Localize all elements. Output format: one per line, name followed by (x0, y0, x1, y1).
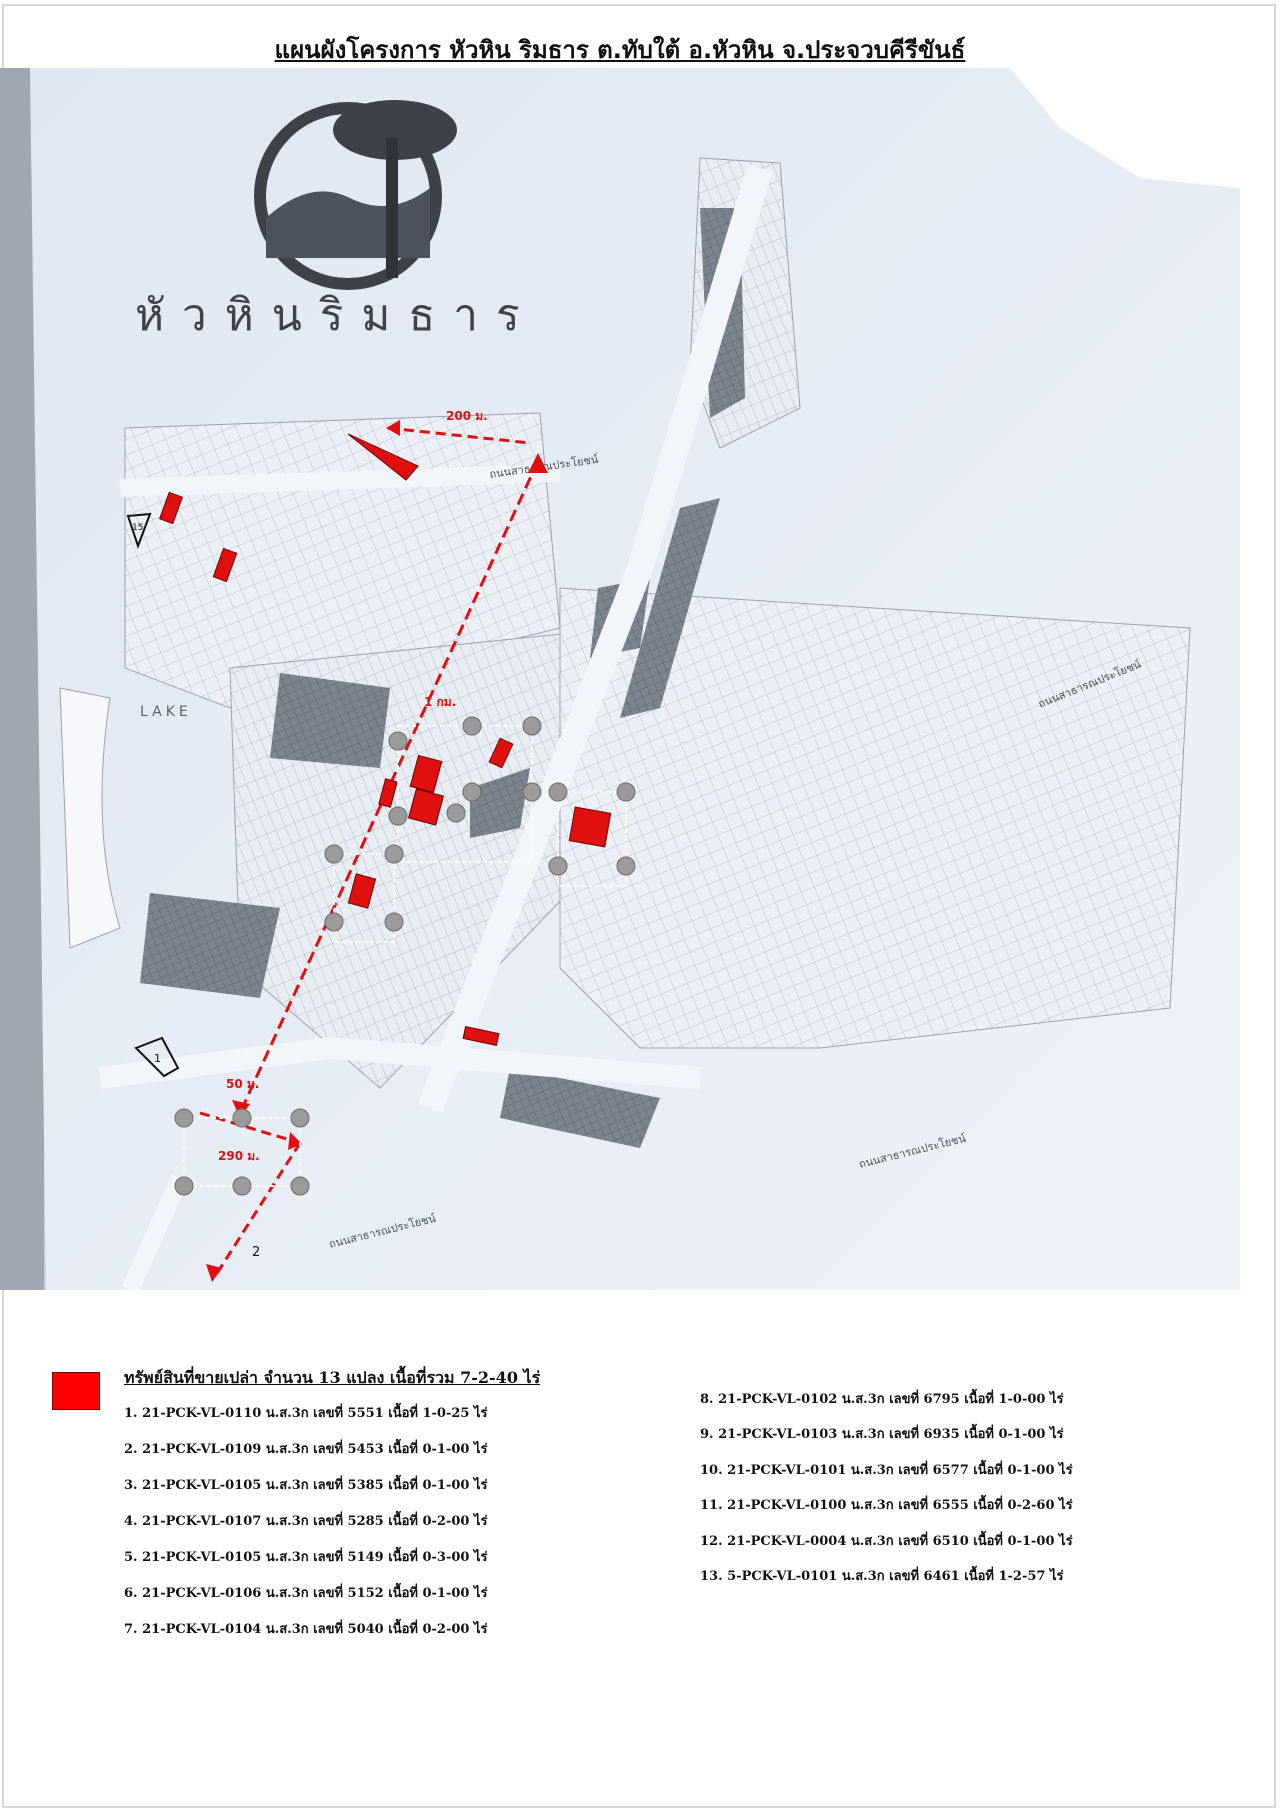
selection-handle (549, 857, 567, 875)
legend-swatch (52, 1372, 100, 1410)
selection-handle (325, 845, 343, 863)
selection-handle (175, 1177, 193, 1195)
selection-handle (385, 913, 403, 931)
selection-handle (617, 857, 635, 875)
list-item: 7. 21-PCK-VL-0104 น.ส.3ก เลขที่ 5040 เนื้อที่ 0-2-00 ไร่ (124, 1622, 488, 1637)
distance-label-290: 290 ม. (218, 1149, 260, 1163)
list-item: 11. 21-PCK-VL-0100 น.ส.3ก เลขที่ 6555 เนื้อที่ 0-2-60 ไร่ (700, 1498, 1073, 1514)
road-label-east: ถนนสาธารณประโยชน์ (1036, 657, 1143, 711)
selection-handle (549, 783, 567, 801)
lake-label: LAKE (140, 704, 192, 720)
distance-label-200: 200 ม. (446, 409, 488, 423)
property-list-right (700, 1388, 1073, 1600)
marker-label-1: 1 (154, 1052, 161, 1065)
selection-handle (447, 804, 465, 822)
list-item: 4. 21-PCK-VL-0107 น.ส.3ก เลขที่ 5285 เนื้อที่ 0-2-00 ไร่ (124, 1514, 488, 1529)
marker-label-15: 15 (132, 523, 144, 533)
site-plan-photo (0, 68, 1240, 1290)
selection-handle (175, 1109, 193, 1127)
selection-handle (233, 1177, 251, 1195)
selection-handle (233, 1109, 251, 1127)
marker-label-2: 2 (252, 1245, 261, 1260)
legend-heading: ทรัพย์สินที่ขายเปล่า จำนวน 13 แปลง เนื้อที่รวม 7-2-40 ไร่ (124, 1368, 541, 1387)
list-item: 1. 21-PCK-VL-0110 น.ส.3ก เลขที่ 5551 เนื้อที่ 1-0-25 ไร่ (124, 1406, 488, 1421)
list-item: 3. 21-PCK-VL-0105 น.ส.3ก เลขที่ 5385 เนื้อที่ 0-1-00 ไร่ (124, 1478, 488, 1493)
list-item: 2. 21-PCK-VL-0109 น.ส.3ก เลขที่ 5453 เนื้อที่ 0-1-00 ไร่ (124, 1442, 488, 1457)
dark-lots-4 (270, 673, 390, 768)
selection-handle (291, 1177, 309, 1195)
logo-text: หัวหินริมธาร (135, 290, 538, 341)
list-item: 12. 21-PCK-VL-0004 น.ส.3ก เลขที่ 6510 เนื้อที่ 0-1-00 ไร่ (700, 1533, 1073, 1549)
logo-tree-trunk (386, 138, 398, 278)
property-list-left (124, 1402, 488, 1654)
list-item: 5. 21-PCK-VL-0105 น.ส.3ก เลขที่ 5149 เนื้อที่ 0-3-00 ไร่ (124, 1550, 488, 1565)
selection-handle (463, 783, 481, 801)
list-item: 6. 21-PCK-VL-0106 น.ส.3ก เลขที่ 5152 เนื้อที่ 0-1-00 ไร่ (124, 1586, 488, 1601)
page-title: แผนผังโครงการ หัวหิน ริมธาร ต.ทับใต้ อ.หัวหิน จ.ประจวบคีรีขันธ์ (274, 36, 966, 64)
road-label-south: ถนนสาธารณประโยชน์ (857, 1131, 968, 1171)
selection-handle (389, 732, 407, 750)
list-item: 9. 21-PCK-VL-0103 น.ส.3ก เลขที่ 6935 เนื้อที่ 0-1-00 ไร่ (700, 1427, 1064, 1443)
selection-handle (523, 717, 541, 735)
plot-red-7 (569, 807, 610, 847)
selection-handle (617, 783, 635, 801)
dark-lots-5 (140, 893, 280, 998)
distance-label-1km: 1 กม. (424, 695, 457, 709)
selection-handle (325, 913, 343, 931)
selection-handle (291, 1109, 309, 1127)
list-item: 8. 21-PCK-VL-0102 น.ส.3ก เลขที่ 6795 เนื้อที่ 1-0-00 ไร่ (700, 1392, 1064, 1407)
list-item: 10. 21-PCK-VL-0101 น.ส.3ก เลขที่ 6577 เนื้อที่ 0-1-00 ไร่ (700, 1462, 1073, 1478)
selection-handle (523, 783, 541, 801)
selection-handle (463, 717, 481, 735)
road-label-bottom: ถนนสาธารณประโยชน์ (327, 1211, 438, 1251)
selection-handle (389, 807, 407, 825)
distance-label-50: 50 ม. (226, 1077, 260, 1091)
selection-handle (385, 845, 403, 863)
list-item: 13. 5-PCK-VL-0101 น.ส.3ก เลขที่ 6461 เนื้อที่ 1-2-57 ไร่ (700, 1568, 1064, 1584)
